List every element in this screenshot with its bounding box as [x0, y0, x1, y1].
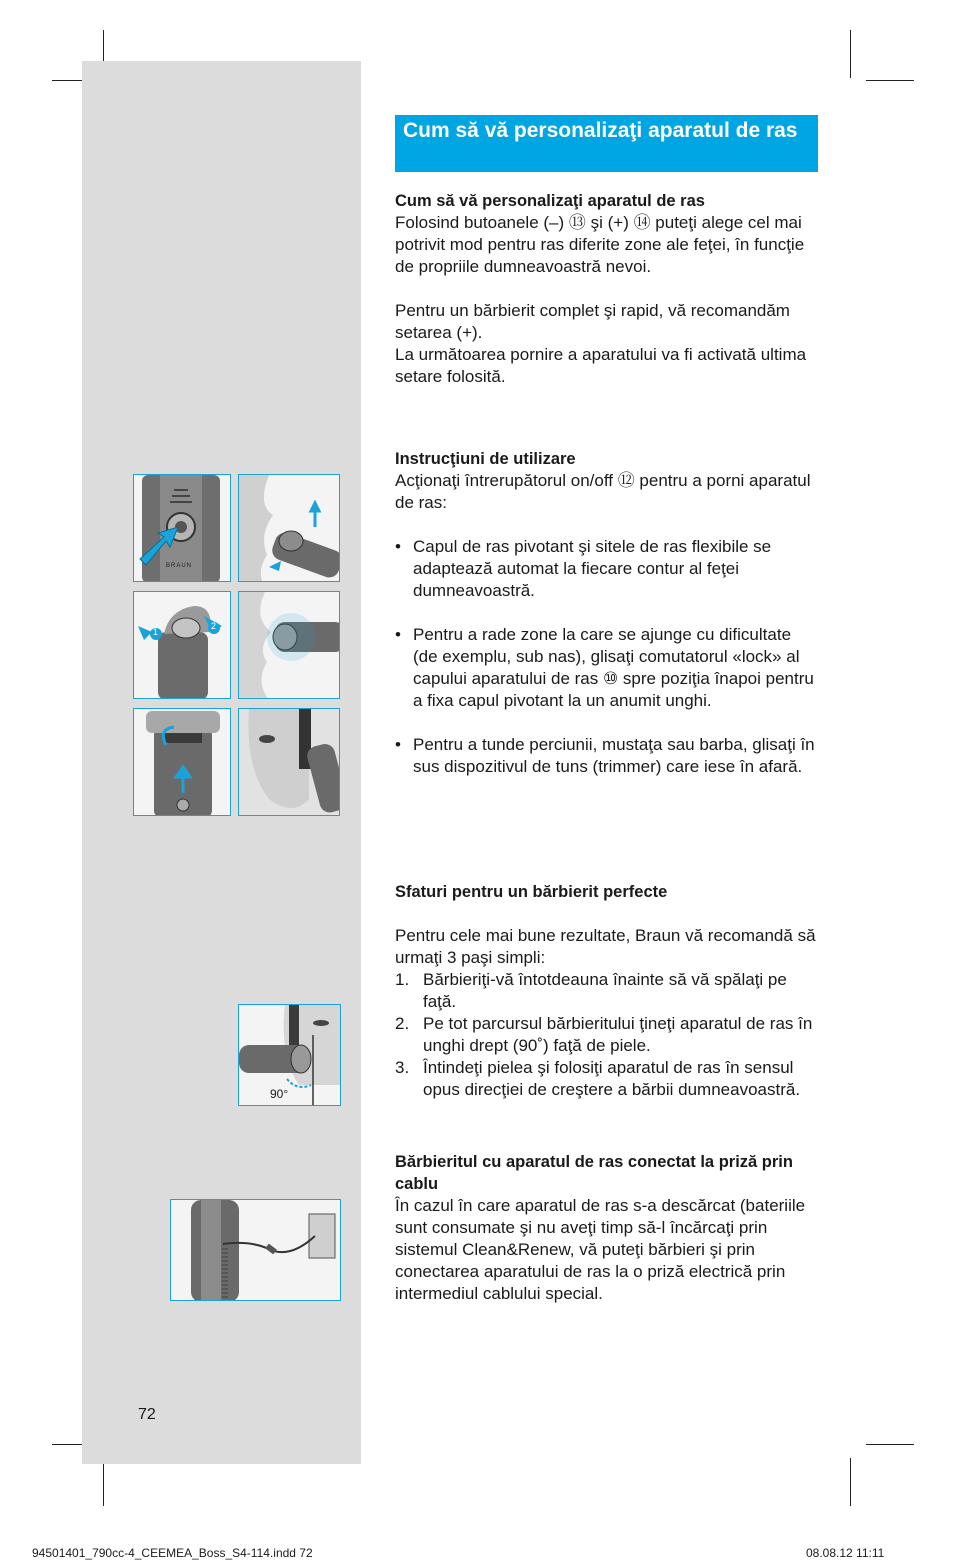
step-text: Bărbieriţi-vă întotdeauna înainte să vă spălaţi pe faţă.	[423, 970, 787, 1011]
figure-switch-on	[133, 474, 231, 582]
list-item	[395, 1013, 820, 1057]
section-banner	[395, 115, 818, 172]
list-item	[395, 969, 820, 1013]
page-number: 72	[138, 1406, 156, 1423]
crop-mark	[866, 1444, 914, 1445]
crop-mark	[103, 1458, 104, 1506]
crop-mark	[850, 30, 851, 78]
step-text: Întindeţi pielea şi folosiţi aparatul de ras în sensul opus direcţiei de creştere a bărbii dumneavoastră.	[423, 1058, 801, 1099]
personalize-heading: Cum să vă personalizaţi aparatul de ras	[395, 192, 705, 210]
page-title: Cum să vă personalizaţi aparatul de ras	[403, 119, 798, 142]
step-one-label: 1	[153, 627, 159, 637]
angle-illustration	[239, 1005, 341, 1106]
list-item: • Capul de ras pivotant şi sitele de ras flexibile se adaptează automat la fiecare contur al feţei dumneavoastră.	[395, 536, 820, 602]
list-item: • Pentru a rade zone la care se ajunge cu dificultate (de exemplu, sub nas), glisaţi comutatorul «lock» al capului aparatului de ras ⑩ spre poziţia înapoi pentru a fixa capul pivotant la un anumit unghi.	[395, 624, 820, 712]
usage-heading: Instrucţiuni de utilizare	[395, 450, 576, 468]
brand-label: BRAUN	[166, 563, 193, 569]
personalize-section	[395, 190, 820, 388]
corded-illustration	[171, 1200, 341, 1301]
sideburns-illustration	[239, 709, 340, 816]
crop-mark	[850, 1458, 851, 1506]
under-nose-illustration	[239, 592, 340, 699]
usage-section	[395, 448, 820, 778]
figure-ninety-degrees	[238, 1004, 341, 1106]
usage-intro: Acţionaţi întrerupătorul on/off ⑫ pentru a porni aparatul de ras:	[395, 471, 811, 512]
angle-label: 90°	[270, 1087, 289, 1101]
pivot-head-illustration	[239, 475, 340, 582]
tips-section	[395, 881, 820, 1101]
figure-pivot-head	[238, 474, 340, 582]
corded-paragraph: În cazul în care aparatul de ras s-a descărcat (bateriile sunt consumate şi nu aveţi timp să-l încărcaţi prin sistemul Clean&Renew, vă puteţi bărbieri şi prin conectarea aparatului de ras la o priză electrică prin intermediul cablului special.	[395, 1196, 806, 1303]
tips-intro: Pentru cele mai bune rezultate, Braun vă recomandă să urmaţi 3 paşi simpli:	[395, 926, 816, 967]
step-number: 3.	[395, 1058, 410, 1077]
step-text: Pe tot parcursul bărbieritului ţineţi aparatul de ras în unghi drept (90˚) faţă de piele.	[423, 1014, 813, 1055]
figure-sideburns	[238, 708, 340, 816]
step-two-label: 2	[211, 621, 217, 631]
figure-lock-switch	[133, 591, 231, 699]
figure-under-nose	[238, 591, 340, 699]
list-item: • Pentru a tunde perciunii, mustaţa sau barba, glisaţi în sus dispozitivul de tuns (trimmer) care iese în afară.	[395, 734, 820, 778]
personalize-paragraph: Pentru un bărbierit complet şi rapid, vă recomandăm setarea (+).	[395, 301, 790, 342]
corded-heading: Bărbieritul cu aparatul de ras conectat la priză prin cablu	[395, 1153, 793, 1193]
crop-mark	[866, 80, 914, 81]
personalize-paragraph: La următoarea pornire a aparatului va fi activată ultima setare folosită.	[395, 345, 807, 386]
figure-corded	[170, 1199, 341, 1301]
trimmer-illustration	[134, 709, 231, 816]
file-info: 94501401_790cc-4_CEEMEA_Boss_S4-114.indd 72	[32, 1546, 313, 1560]
list-item	[395, 1057, 820, 1101]
timestamp: 08.08.12 11:11	[806, 1546, 885, 1560]
personalize-paragraph: Folosind butoanele (–) ⑬ şi (+) ⑭ puteţi alege cel mai potrivit mod pentru ras diferite zone ale feţei, în funcţie de propriile dumneavoastră nevoi.	[395, 213, 805, 276]
corded-section	[395, 1151, 820, 1305]
step-number: 1.	[395, 970, 410, 989]
lock-switch-illustration	[134, 592, 231, 699]
figure-trimmer	[133, 708, 231, 816]
tips-heading: Sfaturi pentru un bărbierit perfecte	[395, 883, 668, 901]
step-number: 2.	[395, 1014, 410, 1033]
